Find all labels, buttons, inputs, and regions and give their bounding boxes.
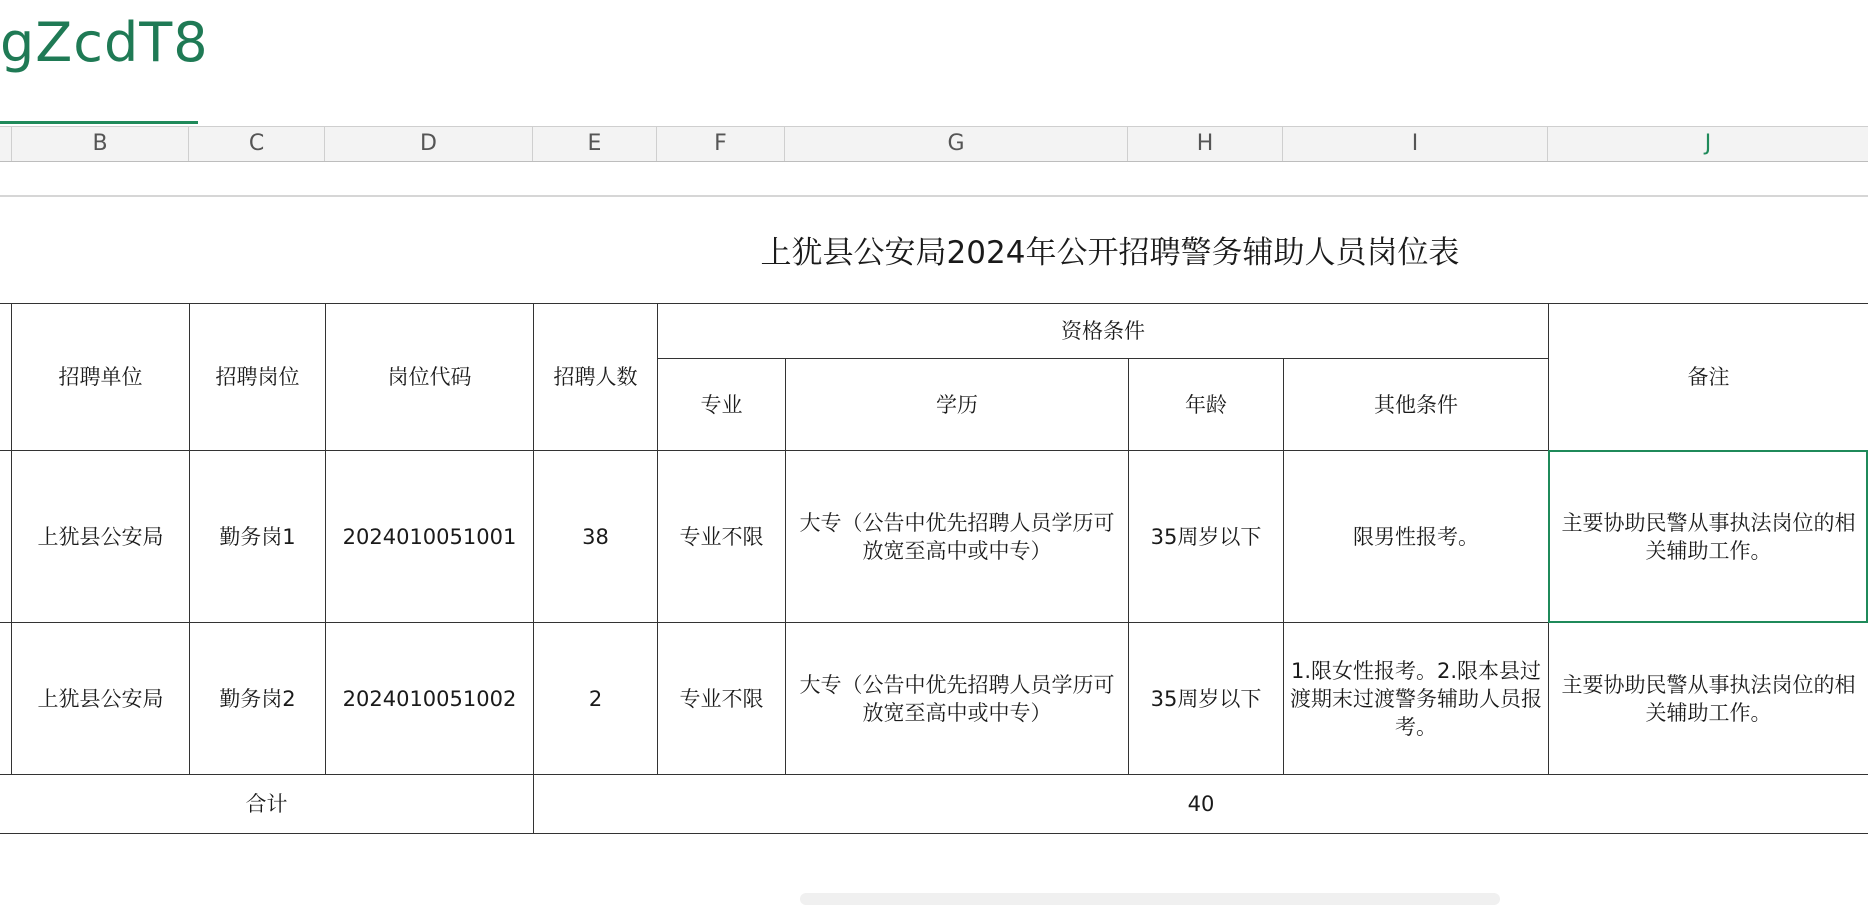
header-position[interactable]: 招聘岗位: [215, 365, 300, 389]
header-code[interactable]: 岗位代码: [387, 365, 472, 389]
column-header-c[interactable]: C: [189, 127, 325, 161]
row2-code[interactable]: 2024010051002: [342, 686, 517, 711]
header-education[interactable]: 学历: [936, 392, 978, 417]
row2-remarks[interactable]: 主要协助民警从事执法岗位的相关辅助工作。: [1561, 672, 1856, 725]
column-header-e[interactable]: E: [533, 127, 657, 161]
column-header-f[interactable]: F: [657, 127, 785, 161]
row2-unit[interactable]: 上犹县公安局: [37, 686, 164, 711]
row2-count[interactable]: 2: [588, 686, 603, 711]
horizontal-scrollbar[interactable]: [800, 893, 1500, 905]
row1-other[interactable]: 限男性报考。: [1353, 524, 1479, 549]
column-header-i[interactable]: I: [1283, 127, 1548, 161]
total-label[interactable]: 合计: [245, 792, 288, 816]
column-header-bar: [0, 126, 1868, 162]
spreadsheet-blank-row: [0, 161, 1868, 197]
row1-major[interactable]: 专业不限: [679, 524, 764, 549]
column-header-b[interactable]: B: [12, 127, 189, 161]
row1-education[interactable]: 大专（公告中优先招聘人员学历可放宽至高中或中专）: [799, 510, 1115, 563]
header-major[interactable]: 专业: [700, 392, 743, 417]
row2-age[interactable]: 35周岁以下: [1150, 686, 1262, 711]
row1-unit[interactable]: 上犹县公安局: [37, 524, 164, 549]
column-header-g[interactable]: G: [785, 127, 1128, 161]
row1-age[interactable]: 35周岁以下: [1150, 524, 1262, 549]
column-header-h[interactable]: H: [1128, 127, 1283, 161]
row2-other[interactable]: 1.限女性报考。2.限本县过渡期末过渡警务辅助人员报考。: [1290, 658, 1542, 739]
header-age[interactable]: 年龄: [1185, 392, 1227, 417]
active-tab-indicator: [0, 121, 198, 124]
row1-code[interactable]: 2024010051001: [342, 524, 517, 549]
column-header-d[interactable]: D: [325, 127, 533, 161]
row2-education[interactable]: 大专（公告中优先招聘人员学历可放宽至高中或中专）: [799, 672, 1115, 725]
window-title-fragment: gZcdT8: [0, 11, 209, 74]
column-header-j[interactable]: J: [1704, 131, 1712, 156]
sheet-title[interactable]: 上犹县公安局2024年公开招聘警务辅助人员岗位表: [760, 235, 1460, 271]
row2-position[interactable]: 勤务岗2: [219, 686, 296, 711]
selected-cell-indicator: [1548, 450, 1868, 623]
row1-position[interactable]: 勤务岗1: [219, 524, 296, 549]
column-header-a[interactable]: [0, 127, 12, 161]
header-unit[interactable]: 招聘单位: [58, 365, 143, 389]
header-remarks[interactable]: 备注: [1687, 365, 1730, 389]
row1-count[interactable]: 38: [582, 524, 609, 549]
grid-line: [0, 833, 1868, 834]
row1-remarks[interactable]: 主要协助民警从事执法岗位的相关辅助工作。: [1561, 510, 1856, 563]
header-count[interactable]: 招聘人数: [553, 365, 638, 389]
header-other[interactable]: 其他条件: [1374, 392, 1458, 417]
header-qualifications[interactable]: 资格条件: [1061, 319, 1145, 343]
total-value[interactable]: 40: [1187, 792, 1215, 816]
row2-major[interactable]: 专业不限: [679, 686, 764, 711]
